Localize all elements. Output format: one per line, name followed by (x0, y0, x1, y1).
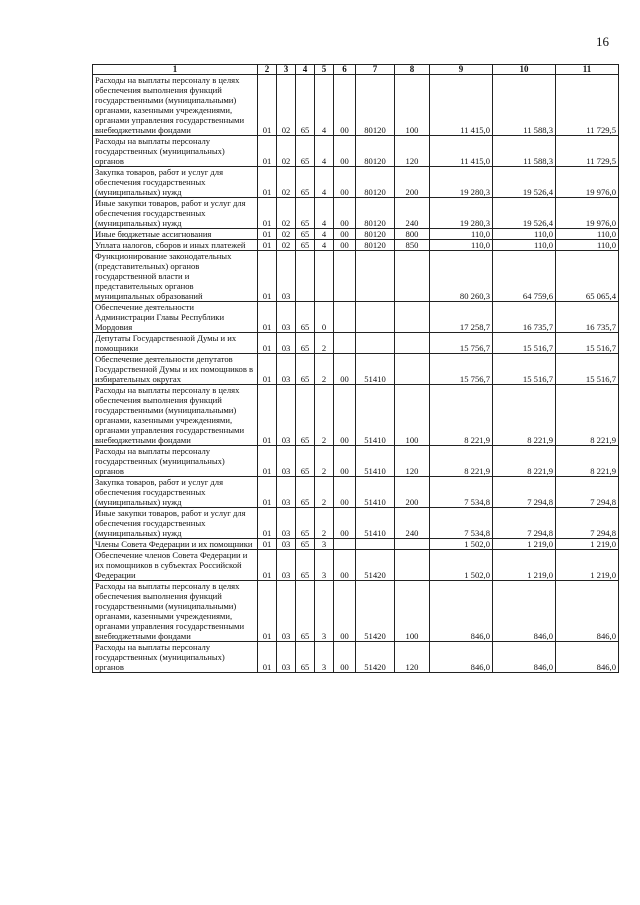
section-code-cell: 01 (258, 240, 277, 251)
amount-col9-cell: 110,0 (430, 229, 493, 240)
activity-code-cell: 00 (334, 198, 356, 229)
subprogram-code-cell: 4 (315, 75, 334, 136)
expense-name-cell: Расходы на выплаты персоналу государственных (муниципальных) органов (93, 642, 258, 673)
expense-name-cell: Иные бюджетные ассигнования (93, 229, 258, 240)
expense-name-cell: Уплата налогов, сборов и иных платежей (93, 240, 258, 251)
subprogram-code-cell: 4 (315, 167, 334, 198)
direction-code-cell: 80120 (356, 167, 395, 198)
table-row (93, 229, 619, 240)
table-header (93, 65, 619, 75)
expense-type-code-cell: 850 (395, 240, 430, 251)
header-cell: 8 (395, 65, 430, 75)
amount-col9-cell: 846,0 (430, 642, 493, 673)
expense-type-code-cell: 800 (395, 229, 430, 240)
activity-code-cell: 00 (334, 229, 356, 240)
table-row (93, 508, 619, 539)
amount-col9-cell: 15 756,7 (430, 354, 493, 385)
page-number: 16 (596, 34, 609, 49)
program-code-cell: 65 (296, 508, 315, 539)
expense-name-cell: Обеспечение деятельности Администрации Главы Республики Мордовия (93, 302, 258, 333)
activity-code-cell: 00 (334, 75, 356, 136)
direction-code-cell: 80120 (356, 75, 395, 136)
subsection-code-cell: 02 (277, 167, 296, 198)
direction-code-cell (356, 251, 395, 302)
expense-name-cell: Члены Совета Федерации и их помощники (93, 539, 258, 550)
direction-code-cell: 51420 (356, 581, 395, 642)
amount-col10-cell: 19 526,4 (493, 167, 556, 198)
program-code-cell: 65 (296, 198, 315, 229)
expense-type-code-cell: 200 (395, 477, 430, 508)
amount-col11-cell: 16 735,7 (556, 302, 619, 333)
amount-col9-cell: 1 502,0 (430, 539, 493, 550)
amount-col11-cell: 11 729,5 (556, 75, 619, 136)
section-code-cell: 01 (258, 136, 277, 167)
table-row (93, 333, 619, 354)
activity-code-cell: 00 (334, 136, 356, 167)
table-row (93, 167, 619, 198)
subsection-code-cell: 03 (277, 581, 296, 642)
amount-col11-cell: 110,0 (556, 240, 619, 251)
expense-name-cell: Расходы на выплаты персоналу в целях обеспечения выполнения функций государственными (муниципальными) органами, казенными учреждениями, органами управления государственными внебюджетными фондами (93, 75, 258, 136)
program-code-cell: 65 (296, 302, 315, 333)
amount-col11-cell: 110,0 (556, 229, 619, 240)
table-row (93, 385, 619, 446)
subprogram-code-cell: 3 (315, 581, 334, 642)
activity-code-cell: 00 (334, 385, 356, 446)
subprogram-code-cell: 2 (315, 354, 334, 385)
program-code-cell: 65 (296, 136, 315, 167)
amount-col11-cell: 15 516,7 (556, 333, 619, 354)
amount-col9-cell: 1 502,0 (430, 550, 493, 581)
subsection-code-cell: 02 (277, 75, 296, 136)
direction-code-cell (356, 333, 395, 354)
amount-col9-cell: 11 415,0 (430, 75, 493, 136)
expense-name-cell: Расходы на выплаты персоналу в целях обеспечения выполнения функций государственными (муниципальными) органами, казенными учреждениями, органами управления государственными внебюджетными фондами (93, 385, 258, 446)
activity-code-cell: 00 (334, 167, 356, 198)
section-code-cell: 01 (258, 229, 277, 240)
direction-code-cell: 51410 (356, 508, 395, 539)
amount-col11-cell: 8 221,9 (556, 446, 619, 477)
subsection-code-cell: 03 (277, 385, 296, 446)
expense-type-code-cell: 120 (395, 136, 430, 167)
direction-code-cell: 51410 (356, 385, 395, 446)
activity-code-cell: 00 (334, 642, 356, 673)
section-code-cell: 01 (258, 642, 277, 673)
amount-col10-cell: 15 516,7 (493, 354, 556, 385)
expense-type-code-cell: 100 (395, 581, 430, 642)
amount-col10-cell: 846,0 (493, 581, 556, 642)
amount-col9-cell: 846,0 (430, 581, 493, 642)
subsection-code-cell: 02 (277, 198, 296, 229)
table-row (93, 136, 619, 167)
program-code-cell: 65 (296, 581, 315, 642)
header-cell: 5 (315, 65, 334, 75)
header-cell: 7 (356, 65, 395, 75)
amount-col9-cell: 110,0 (430, 240, 493, 251)
amount-col10-cell: 7 294,8 (493, 477, 556, 508)
amount-col10-cell: 7 294,8 (493, 508, 556, 539)
subsection-code-cell: 02 (277, 240, 296, 251)
section-code-cell: 01 (258, 477, 277, 508)
amount-col10-cell: 19 526,4 (493, 198, 556, 229)
table-row (93, 642, 619, 673)
direction-code-cell: 80120 (356, 229, 395, 240)
amount-col11-cell: 7 294,8 (556, 508, 619, 539)
header-cell: 9 (430, 65, 493, 75)
expense-type-code-cell: 100 (395, 75, 430, 136)
header-cell: 6 (334, 65, 356, 75)
direction-code-cell: 51420 (356, 550, 395, 581)
expense-type-code-cell (395, 302, 430, 333)
section-code-cell: 01 (258, 302, 277, 333)
activity-code-cell: 00 (334, 240, 356, 251)
amount-col9-cell: 17 258,7 (430, 302, 493, 333)
table-row (93, 302, 619, 333)
subprogram-code-cell: 4 (315, 198, 334, 229)
activity-code-cell: 00 (334, 446, 356, 477)
amount-col11-cell: 19 976,0 (556, 167, 619, 198)
expense-name-cell: Расходы на выплаты персоналу государственных (муниципальных) органов (93, 446, 258, 477)
expense-name-cell: Расходы на выплаты персоналу в целях обеспечения выполнения функций государственными (муниципальными) органами, казенными учреждениями, органами управления государственными внебюджетными фондами (93, 581, 258, 642)
expense-name-cell: Иные закупки товаров, работ и услуг для обеспечения государственных (муниципальных) нужд (93, 198, 258, 229)
subsection-code-cell: 03 (277, 302, 296, 333)
activity-code-cell: 00 (334, 477, 356, 508)
program-code-cell: 65 (296, 642, 315, 673)
subprogram-code-cell (315, 251, 334, 302)
table-row (93, 354, 619, 385)
activity-code-cell (334, 302, 356, 333)
expense-name-cell: Расходы на выплаты персоналу государственных (муниципальных) органов (93, 136, 258, 167)
subsection-code-cell: 03 (277, 508, 296, 539)
section-code-cell: 01 (258, 354, 277, 385)
direction-code-cell (356, 539, 395, 550)
header-cell: 11 (556, 65, 619, 75)
program-code-cell: 65 (296, 229, 315, 240)
expense-type-code-cell: 200 (395, 167, 430, 198)
program-code-cell: 65 (296, 385, 315, 446)
section-code-cell: 01 (258, 539, 277, 550)
amount-col10-cell: 8 221,9 (493, 385, 556, 446)
expense-name-cell: Обеспечение деятельности депутатов Государственной Думы и их помощников в избирательных округах (93, 354, 258, 385)
subprogram-code-cell: 2 (315, 446, 334, 477)
section-code-cell: 01 (258, 167, 277, 198)
amount-col9-cell: 19 280,3 (430, 198, 493, 229)
expense-type-code-cell: 120 (395, 642, 430, 673)
program-code-cell: 65 (296, 354, 315, 385)
subsection-code-cell: 03 (277, 446, 296, 477)
amount-col9-cell: 80 260,3 (430, 251, 493, 302)
expense-type-code-cell (395, 251, 430, 302)
activity-code-cell: 00 (334, 581, 356, 642)
section-code-cell: 01 (258, 333, 277, 354)
expense-type-code-cell (395, 354, 430, 385)
amount-col10-cell: 8 221,9 (493, 446, 556, 477)
subprogram-code-cell: 3 (315, 539, 334, 550)
direction-code-cell: 80120 (356, 136, 395, 167)
expense-type-code-cell: 120 (395, 446, 430, 477)
section-code-cell: 01 (258, 75, 277, 136)
direction-code-cell: 51410 (356, 477, 395, 508)
amount-col10-cell: 1 219,0 (493, 550, 556, 581)
section-code-cell: 01 (258, 581, 277, 642)
amount-col11-cell: 15 516,7 (556, 354, 619, 385)
amount-col11-cell: 7 294,8 (556, 477, 619, 508)
activity-code-cell (334, 333, 356, 354)
expense-name-cell: Закупка товаров, работ и услуг для обеспечения государственных (муниципальных) нужд (93, 167, 258, 198)
amount-col9-cell: 7 534,8 (430, 477, 493, 508)
activity-code-cell: 00 (334, 550, 356, 581)
subsection-code-cell: 03 (277, 251, 296, 302)
expense-name-cell: Депутаты Государственной Думы и их помощники (93, 333, 258, 354)
program-code-cell: 65 (296, 550, 315, 581)
header-cell: 3 (277, 65, 296, 75)
amount-col9-cell: 19 280,3 (430, 167, 493, 198)
program-code-cell: 65 (296, 539, 315, 550)
expense-name-cell: Функционирование законодательных (представительных) органов государственной власти и представительных органов муниципальных образований (93, 251, 258, 302)
amount-col11-cell: 1 219,0 (556, 539, 619, 550)
subsection-code-cell: 03 (277, 539, 296, 550)
expense-type-code-cell: 240 (395, 508, 430, 539)
amount-col9-cell: 11 415,0 (430, 136, 493, 167)
expense-type-code-cell (395, 539, 430, 550)
activity-code-cell: 00 (334, 508, 356, 539)
amount-col10-cell: 64 759,6 (493, 251, 556, 302)
subprogram-code-cell: 3 (315, 642, 334, 673)
direction-code-cell: 51420 (356, 642, 395, 673)
program-code-cell: 65 (296, 446, 315, 477)
subsection-code-cell: 03 (277, 333, 296, 354)
header-row (93, 65, 619, 75)
amount-col11-cell: 19 976,0 (556, 198, 619, 229)
subsection-code-cell: 03 (277, 354, 296, 385)
table-row (93, 539, 619, 550)
table-row (93, 581, 619, 642)
subprogram-code-cell: 0 (315, 302, 334, 333)
subprogram-code-cell: 2 (315, 385, 334, 446)
amount-col11-cell: 11 729,5 (556, 136, 619, 167)
amount-col10-cell: 11 588,3 (493, 75, 556, 136)
budget-table (92, 64, 619, 673)
expense-type-code-cell: 240 (395, 198, 430, 229)
table-row (93, 240, 619, 251)
amount-col10-cell: 11 588,3 (493, 136, 556, 167)
program-code-cell: 65 (296, 333, 315, 354)
table-body (93, 75, 619, 673)
subsection-code-cell: 02 (277, 229, 296, 240)
subsection-code-cell: 03 (277, 642, 296, 673)
subsection-code-cell: 03 (277, 550, 296, 581)
amount-col9-cell: 8 221,9 (430, 446, 493, 477)
subprogram-code-cell: 4 (315, 229, 334, 240)
program-code-cell: 65 (296, 240, 315, 251)
expense-name-cell: Иные закупки товаров, работ и услуг для обеспечения государственных (муниципальных) нужд (93, 508, 258, 539)
expense-type-code-cell (395, 550, 430, 581)
direction-code-cell: 51410 (356, 446, 395, 477)
direction-code-cell: 80120 (356, 240, 395, 251)
subprogram-code-cell: 2 (315, 477, 334, 508)
amount-col11-cell: 846,0 (556, 642, 619, 673)
subprogram-code-cell: 2 (315, 508, 334, 539)
amount-col11-cell: 846,0 (556, 581, 619, 642)
activity-code-cell (334, 539, 356, 550)
subprogram-code-cell: 3 (315, 550, 334, 581)
section-code-cell: 01 (258, 550, 277, 581)
subprogram-code-cell: 4 (315, 240, 334, 251)
section-code-cell: 01 (258, 198, 277, 229)
amount-col11-cell: 1 219,0 (556, 550, 619, 581)
program-code-cell (296, 251, 315, 302)
table-row (93, 251, 619, 302)
table-row (93, 550, 619, 581)
table-row (93, 198, 619, 229)
amount-col10-cell: 15 516,7 (493, 333, 556, 354)
amount-col9-cell: 8 221,9 (430, 385, 493, 446)
expense-name-cell: Закупка товаров, работ и услуг для обеспечения государственных (муниципальных) нужд (93, 477, 258, 508)
subprogram-code-cell: 4 (315, 136, 334, 167)
subsection-code-cell: 03 (277, 477, 296, 508)
program-code-cell: 65 (296, 167, 315, 198)
amount-col11-cell: 8 221,9 (556, 385, 619, 446)
header-cell: 1 (93, 65, 258, 75)
program-code-cell: 65 (296, 75, 315, 136)
table-row (93, 75, 619, 136)
amount-col10-cell: 16 735,7 (493, 302, 556, 333)
amount-col11-cell: 65 065,4 (556, 251, 619, 302)
expense-type-code-cell: 100 (395, 385, 430, 446)
direction-code-cell: 80120 (356, 198, 395, 229)
direction-code-cell: 51410 (356, 354, 395, 385)
section-code-cell: 01 (258, 508, 277, 539)
expense-type-code-cell (395, 333, 430, 354)
table-row (93, 446, 619, 477)
amount-col10-cell: 1 219,0 (493, 539, 556, 550)
header-cell: 10 (493, 65, 556, 75)
section-code-cell: 01 (258, 251, 277, 302)
program-code-cell: 65 (296, 477, 315, 508)
activity-code-cell: 00 (334, 354, 356, 385)
header-cell: 2 (258, 65, 277, 75)
amount-col10-cell: 110,0 (493, 240, 556, 251)
direction-code-cell (356, 302, 395, 333)
table-row (93, 477, 619, 508)
header-cell: 4 (296, 65, 315, 75)
section-code-cell: 01 (258, 385, 277, 446)
subsection-code-cell: 02 (277, 136, 296, 167)
amount-col9-cell: 7 534,8 (430, 508, 493, 539)
expense-name-cell: Обеспечение членов Совета Федерации и их помощников в субъектах Российской Федерации (93, 550, 258, 581)
amount-col10-cell: 846,0 (493, 642, 556, 673)
amount-col10-cell: 110,0 (493, 229, 556, 240)
subprogram-code-cell: 2 (315, 333, 334, 354)
activity-code-cell (334, 251, 356, 302)
section-code-cell: 01 (258, 446, 277, 477)
amount-col9-cell: 15 756,7 (430, 333, 493, 354)
